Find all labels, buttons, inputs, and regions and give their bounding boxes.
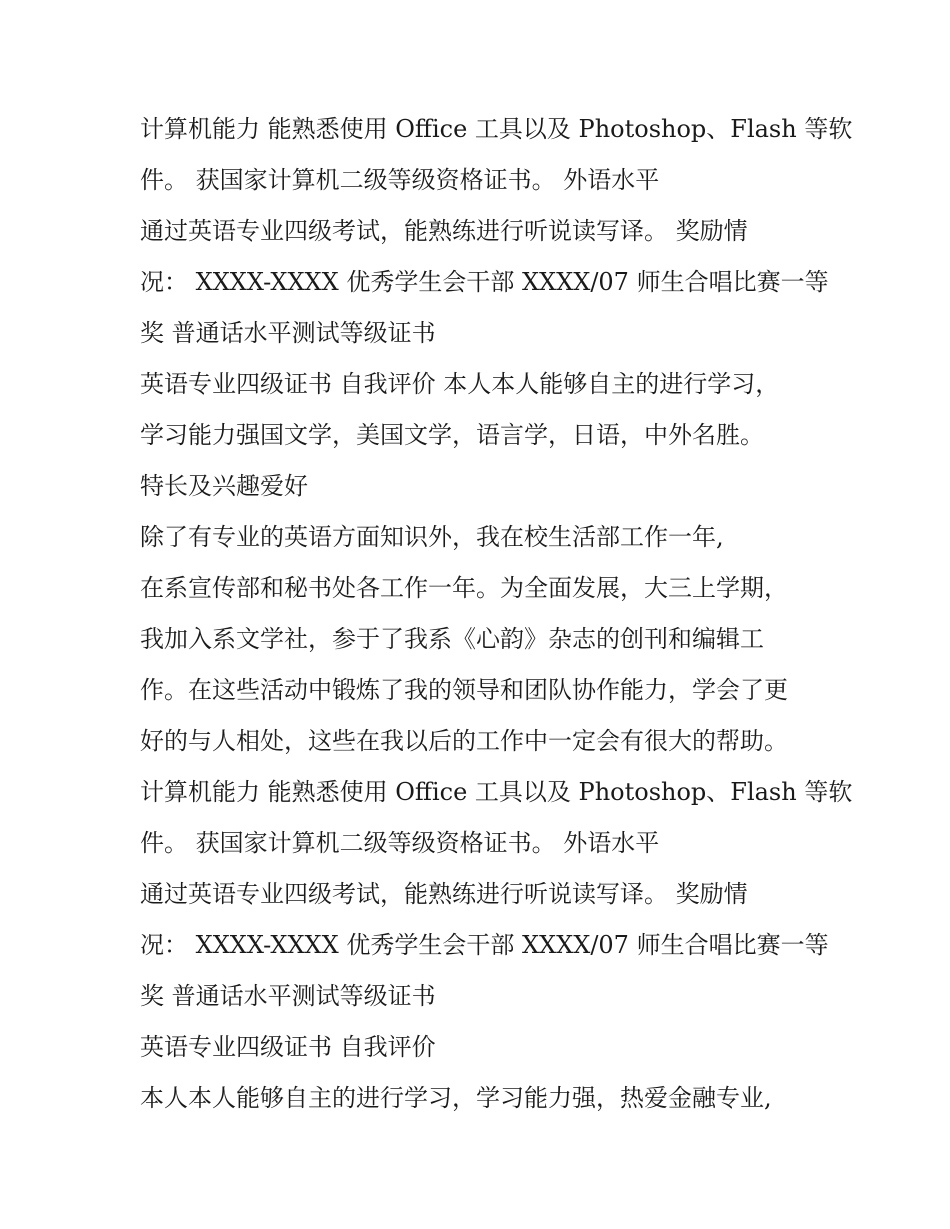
text-line: 况： XXXX-XXXX 优秀学生会干部 XXXX/07 师生合唱比赛一等 xyxy=(140,931,829,959)
text-line: 在系宣传部和秘书处各工作一年。为全面发展，大三上学期， xyxy=(140,574,788,602)
text-line: 奖 普通话水平测试等级证书 xyxy=(140,319,436,347)
text-line: 英语专业四级证书 自我评价 本人本人能够自主的进行学习， xyxy=(140,370,780,398)
text-line: 本人本人能够自主的进行学习，学习能力强，热爱金融专业, xyxy=(140,1084,772,1112)
text-line: 好的与人相处，这些在我以后的工作中一定会有很大的帮助。 xyxy=(140,727,788,755)
text-line: 除了有专业的英语方面知识外，我在校生活部工作一年, xyxy=(140,523,724,551)
text-line: 况： XXXX-XXXX 优秀学生会干部 XXXX/07 师生合唱比赛一等 xyxy=(140,268,829,296)
text-line: 我加入系文学社，参于了我系《心韵》杂志的创刊和编辑工 xyxy=(140,625,764,653)
section-heading: 特长及兴趣爱好 xyxy=(140,472,308,500)
text-line: 作。在这些活动中锻炼了我的领导和团队协作能力，学会了更 xyxy=(140,676,788,704)
document-body xyxy=(140,104,853,1124)
text-line: 件。 获国家计算机二级等级资格证书。 外语水平 xyxy=(140,166,660,194)
text-line: 计算机能力 能熟悉使用 Office 工具以及 Photoshop、Flash 等软 xyxy=(140,778,853,806)
text-line: 英语专业四级证书 自我评价 xyxy=(140,1033,436,1061)
text-line: 计算机能力 能熟悉使用 Office 工具以及 Photoshop、Flash 等软 xyxy=(140,115,853,143)
text-line: 奖 普通话水平测试等级证书 xyxy=(140,982,436,1010)
text-line: 件。 获国家计算机二级等级资格证书。 外语水平 xyxy=(140,829,660,857)
text-line: 学习能力强国文学，美国文学，语言学，日语，中外名胜。 xyxy=(140,421,764,449)
text-line: 通过英语专业四级考试，能熟练进行听说读写译。 奖励情 xyxy=(140,217,748,245)
text-line: 通过英语专业四级考试，能熟练进行听说读写译。 奖励情 xyxy=(140,880,748,908)
